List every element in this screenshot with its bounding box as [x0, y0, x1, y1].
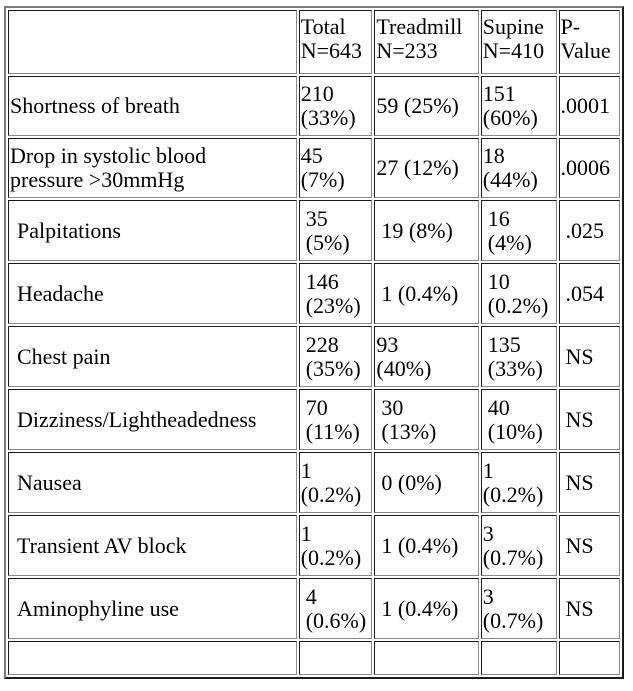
- cell-pvalue: NS: [559, 326, 620, 387]
- table-row: [8, 326, 620, 387]
- cell-treadmill: 1 (0.4%): [374, 263, 478, 324]
- cell-supine: 3 (0.7%): [481, 515, 557, 576]
- empty-cell: [8, 641, 297, 675]
- cell-total: 228 (35%): [299, 326, 373, 387]
- row-label: Aminophyline use: [8, 578, 297, 639]
- cell-supine: 151 (60%): [481, 76, 557, 136]
- cell-supine: 3 (0.7%): [481, 578, 557, 639]
- cell-total: 1 (0.2%): [299, 452, 373, 513]
- empty-cell: [374, 641, 478, 675]
- cell-supine: 18 (44%): [481, 138, 557, 198]
- empty-row: [8, 641, 620, 675]
- row-label: Headache: [8, 263, 297, 324]
- table-row: [8, 389, 620, 450]
- cell-total: 146 (23%): [299, 263, 373, 324]
- table-row: [8, 578, 620, 639]
- cell-pvalue: NS: [559, 578, 620, 639]
- row-label: Shortness of breath: [8, 76, 297, 136]
- cell-pvalue: .054: [559, 263, 620, 324]
- cell-treadmill: 1 (0.4%): [374, 515, 478, 576]
- row-label: Chest pain: [8, 326, 297, 387]
- table-row: [8, 200, 620, 261]
- row-label: Nausea: [8, 452, 297, 513]
- cell-pvalue: NS: [559, 452, 620, 513]
- cell-total: 70 (11%): [299, 389, 373, 450]
- cell-treadmill: 59 (25%): [374, 76, 478, 136]
- row-label: Drop in systolic blood pressure >30mmHg: [8, 138, 297, 198]
- cell-treadmill: 30 (13%): [374, 389, 478, 450]
- empty-cell: [299, 641, 373, 675]
- table-row: [8, 76, 620, 136]
- empty-cell: [481, 641, 557, 675]
- cell-supine: 16 (4%): [481, 200, 557, 261]
- table-row: [8, 452, 620, 513]
- cell-treadmill: 27 (12%): [374, 138, 478, 198]
- cell-treadmill: 93 (40%): [374, 326, 478, 387]
- table-row: [8, 515, 620, 576]
- cell-total: 4 (0.6%): [299, 578, 373, 639]
- cell-supine: 10 (0.2%): [481, 263, 557, 324]
- cell-total: 45 (7%): [299, 138, 373, 198]
- cell-treadmill: 19 (8%): [374, 200, 478, 261]
- table-row: [8, 263, 620, 324]
- cell-total: 1 (0.2%): [299, 515, 373, 576]
- row-label: Transient AV block: [8, 515, 297, 576]
- header-cell-treadmill: Treadmill N=233: [374, 10, 478, 74]
- row-label: Dizziness/Lightheadedness: [8, 389, 297, 450]
- header-row: [8, 10, 620, 74]
- cell-pvalue: NS: [559, 389, 620, 450]
- cell-total: 210 (33%): [299, 76, 373, 136]
- empty-cell: [559, 641, 620, 675]
- cell-supine: 135 (33%): [481, 326, 557, 387]
- cell-treadmill: 1 (0.4%): [374, 578, 478, 639]
- header-cell-pvalue: P- Value: [559, 10, 620, 74]
- table-row: [8, 138, 620, 198]
- header-cell-supine: Supine N=410: [481, 10, 557, 74]
- cell-treadmill: 0 (0%): [374, 452, 478, 513]
- cell-pvalue: .0001: [559, 76, 620, 136]
- table-container: [4, 6, 624, 679]
- cell-pvalue: .025: [559, 200, 620, 261]
- row-label: Palpitations: [8, 200, 297, 261]
- cell-pvalue: .0006: [559, 138, 620, 198]
- cell-total: 35 (5%): [299, 200, 373, 261]
- cell-supine: 1 (0.2%): [481, 452, 557, 513]
- symptoms-table: [4, 6, 624, 679]
- header-cell-total: Total N=643: [299, 10, 373, 74]
- cell-pvalue: NS: [559, 515, 620, 576]
- cell-supine: 40 (10%): [481, 389, 557, 450]
- header-cell-empty: [8, 10, 297, 74]
